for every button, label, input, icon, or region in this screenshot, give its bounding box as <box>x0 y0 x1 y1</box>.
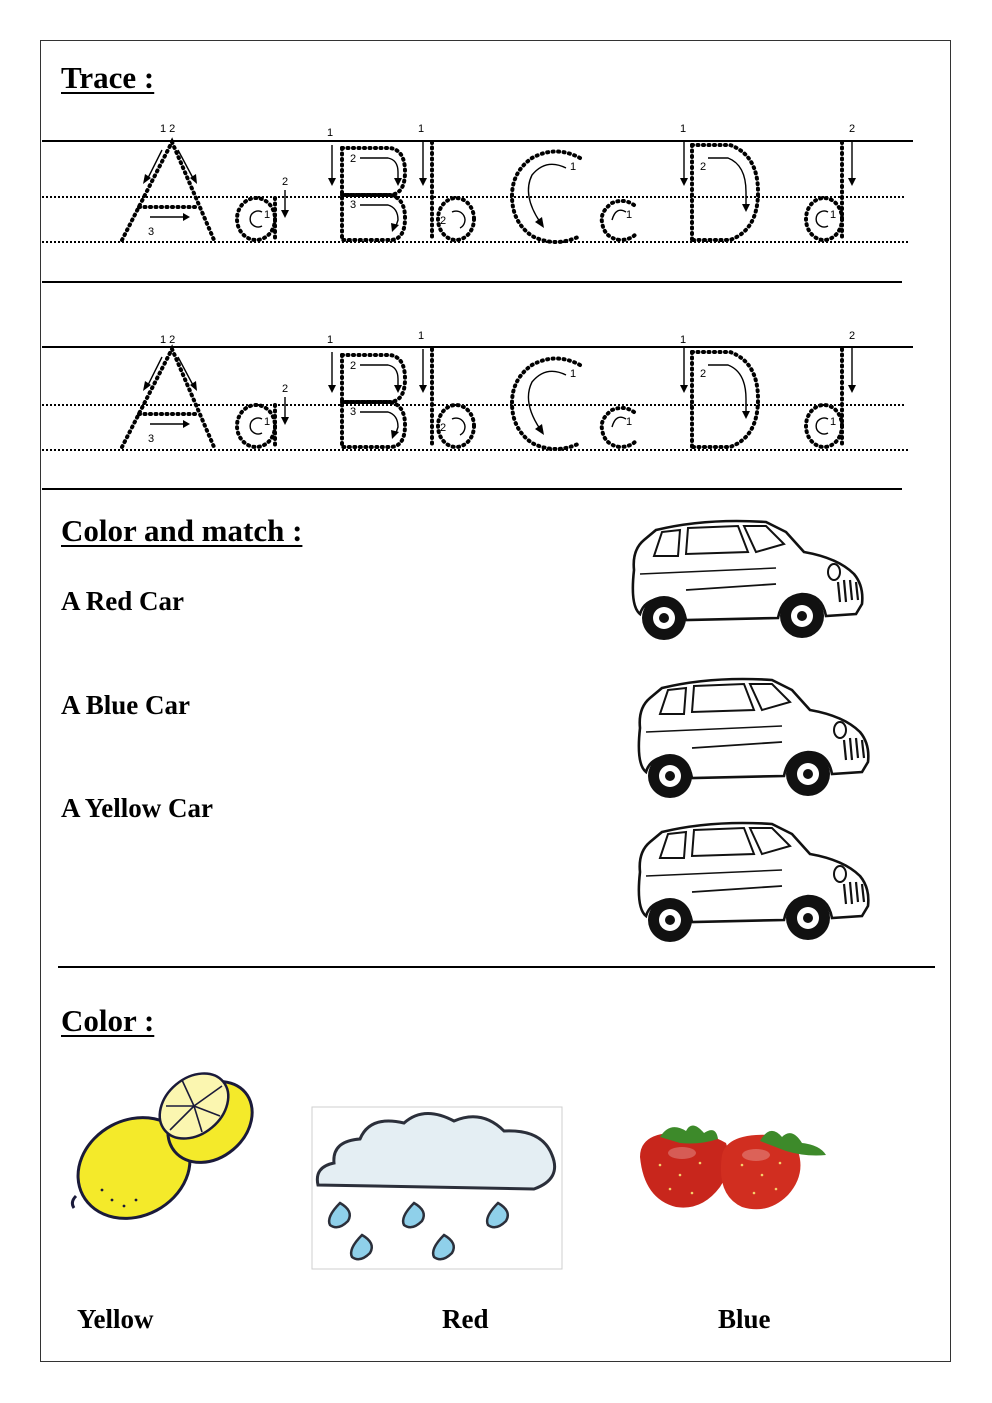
trace-letter-d <box>806 330 856 447</box>
svg-text:2: 2 <box>440 422 447 434</box>
color-match-heading: Color and match : <box>61 513 303 548</box>
svg-text:1: 1 <box>570 161 577 173</box>
svg-text:2: 2 <box>849 330 856 342</box>
svg-text:1: 1 <box>418 330 425 342</box>
car-outline-image <box>632 812 877 952</box>
color-label-yellow: Yellow <box>77 1304 154 1334</box>
trace-row-2 <box>0 207 992 507</box>
section-divider <box>58 966 935 968</box>
svg-text:2: 2 <box>350 360 357 372</box>
svg-text:1: 1 <box>626 416 633 428</box>
svg-text:1: 1 <box>680 123 687 135</box>
match-label-red-car: A Red Car <box>61 586 184 616</box>
svg-text:2: 2 <box>282 383 289 395</box>
color-label-blue: Blue <box>718 1304 771 1334</box>
lemon-image <box>62 1050 262 1230</box>
trace-letter-A <box>122 334 214 447</box>
svg-text:2: 2 <box>849 123 856 135</box>
svg-text:1: 1 <box>830 209 837 221</box>
trace-letter-b <box>418 330 474 447</box>
svg-text:1: 1 <box>830 416 837 428</box>
svg-text:1: 1 <box>680 334 687 346</box>
svg-text:1 2: 1 2 <box>160 123 176 135</box>
trace-heading: Trace : <box>61 60 155 95</box>
color-heading: Color : <box>61 1003 155 1038</box>
svg-text:1: 1 <box>264 416 271 428</box>
svg-text:2: 2 <box>700 368 707 380</box>
trace-letter-D <box>680 334 758 447</box>
trace-letter-c <box>602 408 636 447</box>
svg-text:1: 1 <box>418 123 425 135</box>
match-label-yellow-car: A Yellow Car <box>61 793 213 823</box>
svg-text:2: 2 <box>282 176 289 188</box>
rain-cloud-image <box>312 1107 562 1269</box>
svg-text:1: 1 <box>327 127 334 139</box>
svg-text:1: 1 <box>626 209 633 221</box>
svg-text:2: 2 <box>440 215 447 227</box>
svg-text:3: 3 <box>148 433 155 445</box>
svg-text:1 2: 1 2 <box>160 334 176 346</box>
strawberries-image <box>630 1115 840 1225</box>
svg-text:2: 2 <box>350 153 357 165</box>
trace-letter-C <box>512 359 580 450</box>
svg-text:3: 3 <box>350 199 357 211</box>
trace-letter-B <box>327 334 405 447</box>
svg-text:1: 1 <box>570 368 577 380</box>
svg-text:1: 1 <box>264 209 271 221</box>
car-outline-image <box>632 668 877 808</box>
svg-text:3: 3 <box>148 226 155 238</box>
svg-text:3: 3 <box>350 406 357 418</box>
color-label-red: Red <box>442 1304 489 1334</box>
svg-text:2: 2 <box>700 161 707 173</box>
svg-text:1: 1 <box>327 334 334 346</box>
match-label-blue-car: A Blue Car <box>61 690 191 720</box>
trace-letter-a <box>237 383 289 447</box>
car-outline-image <box>626 510 871 650</box>
